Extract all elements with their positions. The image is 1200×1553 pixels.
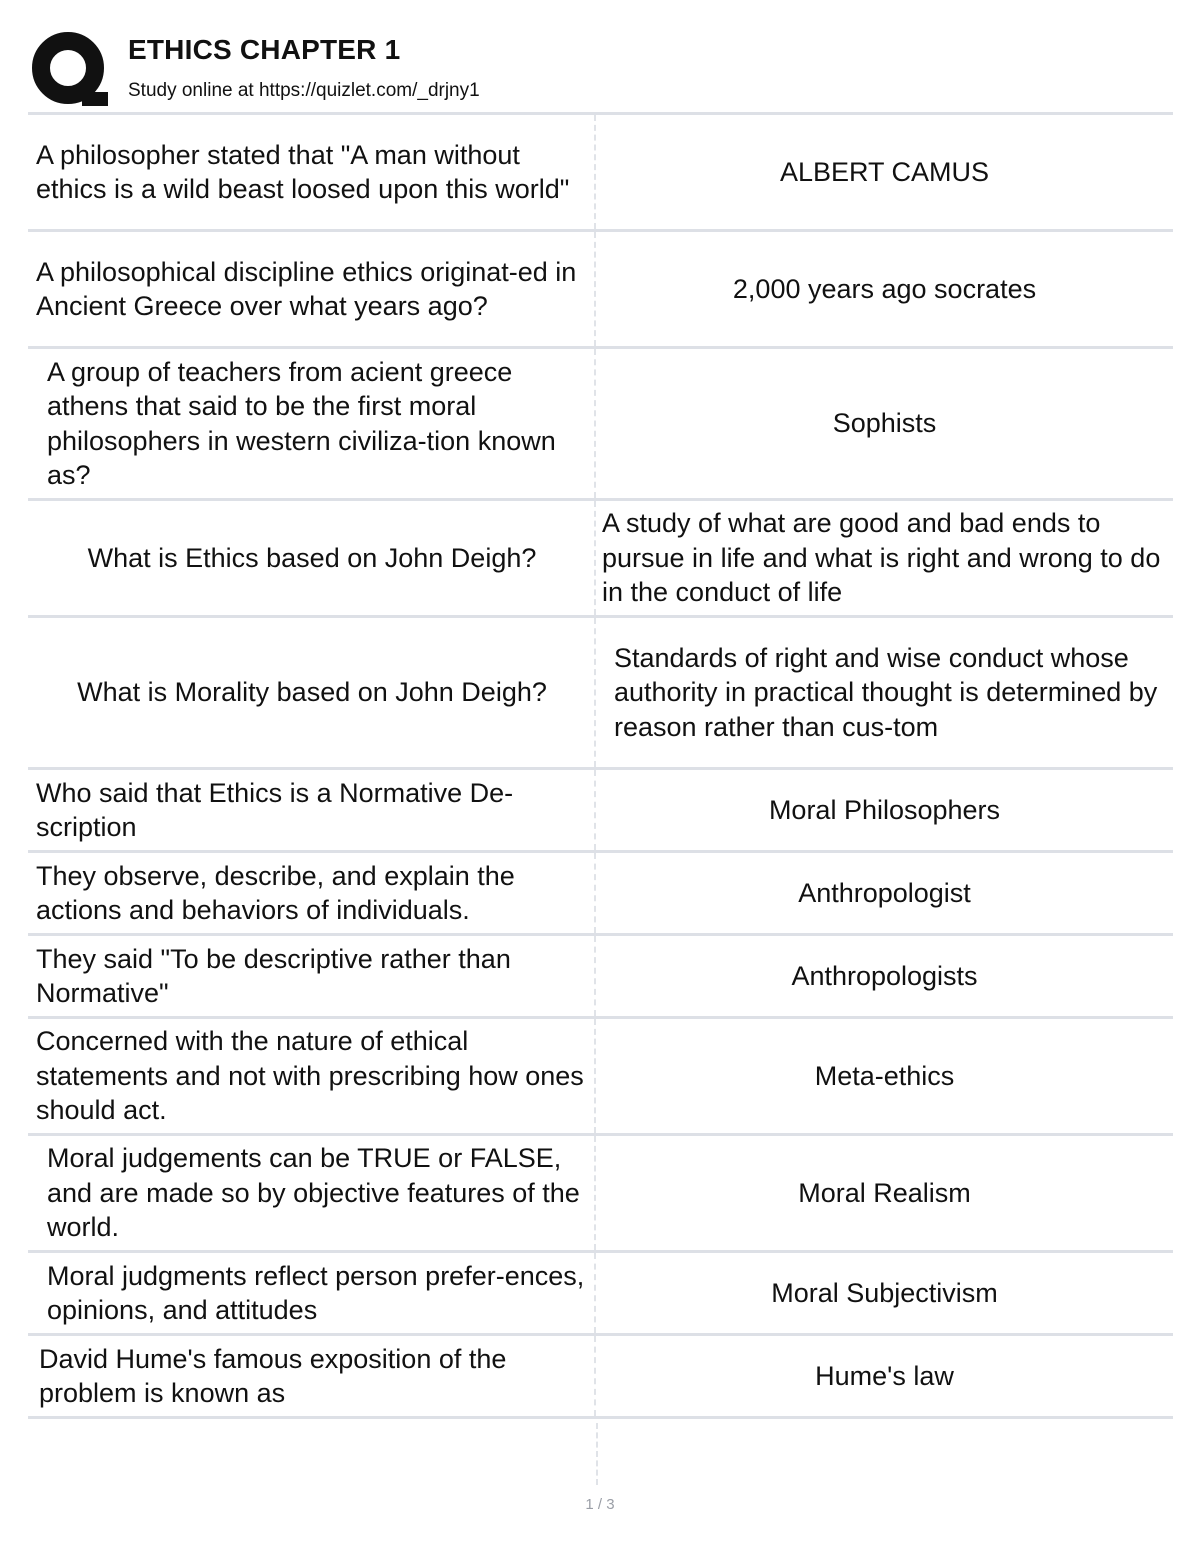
page-title: ETHICS CHAPTER 1 [128,34,401,65]
card-definition: Moral Philosophers [768,794,1001,825]
card-row [28,933,1173,1016]
card-term: Moral judgements can be TRUE or FALSE, and are made so by objective features of the world. [28,1136,596,1250]
card-definition: A study of what are good and bad ends to pursue in life and what is right and wrong to do in the conduct of life [602,508,1161,608]
card-term: Who said that Ethics is a Normative De-scription [28,770,596,850]
card-term: A group of teachers from acient greece athens that said to be the first moral philosophers in western civiliza-tion known as? [28,349,596,498]
card-row [28,1250,1173,1333]
card-term: David Hume's famous exposition of the problem is known as [28,1336,596,1416]
card-row [28,1133,1173,1250]
card-row [28,229,1173,346]
study-link[interactable]: Study online at https://quizlet.com/_drjny1 [128,80,480,101]
card-term: A philosopher stated that "A man without ethics is a wild beast loosed upon this world" [28,115,596,229]
card-definition: Standards of right and wise conduct whose authority in practical thought is determined by reason rather than cus-tom [614,642,1158,742]
quizlet-logo-icon [30,30,110,110]
column-divider [596,1423,598,1485]
card-row [28,498,1173,615]
card-definition: 2,000 years ago socrates [732,273,1037,304]
card-term: What is Ethics based on John Deigh? [28,501,596,615]
header [28,26,1173,112]
card-row [28,615,1173,767]
flashcard-table [28,112,1173,1419]
card-definition: Anthropologists [791,960,978,991]
card-term: What is Morality based on John Deigh? [28,618,596,767]
card-definition: Moral Realism [798,1177,971,1208]
card-definition: Hume's law [815,1360,954,1391]
card-row [28,767,1173,850]
card-row [28,1016,1173,1133]
card-definition: Sophists [832,408,937,439]
card-definition: Anthropologist [798,877,971,908]
card-row [28,112,1173,229]
card-row [28,850,1173,933]
card-term: They observe, describe, and explain the actions and behaviors of individuals. [28,853,596,933]
card-row [28,1333,1173,1419]
card-term: They said "To be descriptive rather than Normative" [28,936,596,1016]
page-number: 1 / 3 [585,1496,615,1513]
card-term: Concerned with the nature of ethical statements and not with prescribing how ones should act. [28,1019,596,1133]
card-row [28,346,1173,498]
card-term: Moral judgments reflect person prefer-ences, opinions, and attitudes [28,1253,596,1333]
card-definition: Moral Subjectivism [771,1277,998,1308]
card-term: A philosophical discipline ethics originat-ed in Ancient Greece over what years ago? [28,232,596,346]
card-definition: ALBERT CAMUS [779,156,990,187]
card-definition: Meta-ethics [814,1060,955,1091]
